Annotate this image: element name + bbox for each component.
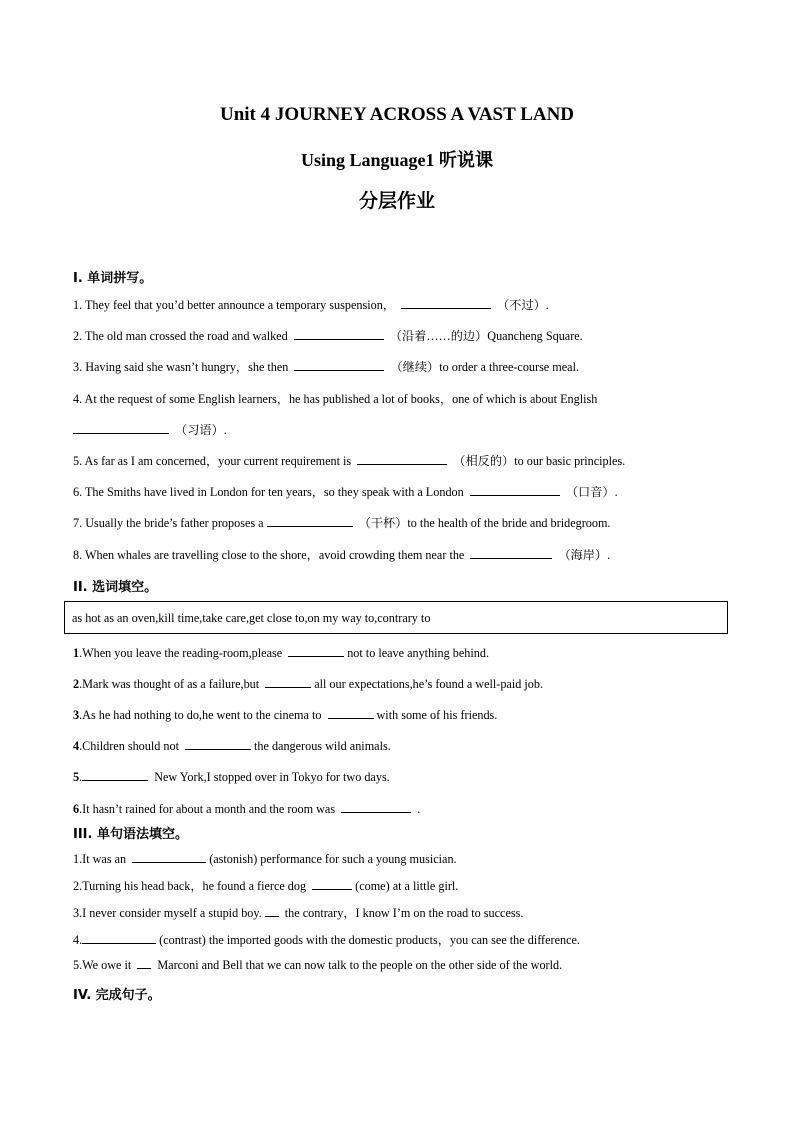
section1-item-5: 5. As far as I am concerned，your current requirement is （相反的）to our basic principles. bbox=[73, 454, 626, 468]
section3-item-4: 4. (contrast) the imported goods with the domestic products，you can see the difference. bbox=[73, 933, 580, 947]
section2-item-5: 5. New York,I stopped over in Tokyo for two days. bbox=[73, 770, 390, 784]
unit-title: Unit 4 JOURNEY ACROSS A VAST LAND bbox=[219, 104, 575, 125]
section1-item-3: 3. Having said she wasn’t hungry，she then （继续）to order a three-course meal. bbox=[73, 360, 579, 374]
answer-blank[interactable] bbox=[288, 645, 344, 657]
section1-item-4: 4. At the request of some English learners，he has published a lot of books，one of which is about English bbox=[73, 392, 598, 406]
section3-item-2: 2.Turning his head back，he found a fierce dog (come) at a little girl. bbox=[73, 879, 459, 893]
answer-blank[interactable] bbox=[328, 707, 374, 719]
section2-item-6: 6.It hasn’t rained for about a month and the room was . bbox=[73, 802, 421, 816]
section3-item-3: 3.I never consider myself a stupid boy. the contrary，I know I’m on the road to success. bbox=[73, 906, 524, 920]
section2-item-1: 1.When you leave the reading-room,please not to leave anything behind. bbox=[73, 646, 490, 660]
answer-blank[interactable] bbox=[185, 738, 251, 750]
section3-heading: III. 单句语法填空。 bbox=[73, 827, 188, 842]
section2-item-4: 4.Children should not the dangerous wild animals. bbox=[73, 739, 391, 753]
lesson-title: Using Language1 听说课 bbox=[300, 150, 494, 170]
answer-blank[interactable] bbox=[132, 851, 206, 863]
word-bank-box: as hot as an oven,kill time,take care,get close to,on my way to,contrary to bbox=[64, 601, 728, 634]
answer-blank[interactable] bbox=[294, 328, 384, 340]
section1-item-4-continued: （习语）. bbox=[73, 421, 227, 438]
answer-blank[interactable] bbox=[82, 932, 156, 944]
answer-blank[interactable] bbox=[267, 515, 353, 527]
answer-blank[interactable] bbox=[265, 905, 279, 917]
answer-blank[interactable] bbox=[82, 769, 148, 781]
answer-blank[interactable] bbox=[470, 484, 560, 496]
answer-blank[interactable] bbox=[73, 422, 169, 434]
section1-heading: Ⅰ. 单词拼写。 bbox=[73, 271, 153, 286]
answer-blank[interactable] bbox=[401, 297, 491, 309]
section3-item-5: 5.We owe it Marconi and Bell that we can now talk to the people on the other side of the world. bbox=[73, 958, 563, 972]
section2-item-2: 2.Mark was thought of as a failure,but all our expectations,he’s found a well-paid job. bbox=[73, 677, 543, 691]
section2-item-3: 3.As he had nothing to do,he went to the cinema to with some of his friends. bbox=[73, 708, 498, 722]
section4-heading: IV. 完成句子。 bbox=[73, 988, 161, 1003]
answer-blank[interactable] bbox=[312, 878, 352, 890]
homework-title: 分层作业 bbox=[358, 191, 435, 212]
section1-item-1: 1. They feel that you’d better announce a temporary suspension， （不过）. bbox=[73, 298, 549, 312]
section1-item-6: 6. The Smiths have lived in London for ten years，so they speak with a London （口音）. bbox=[73, 485, 618, 499]
section1-item-8: 8. When whales are travelling close to the shore，avoid crowding them near the （海岸）. bbox=[73, 548, 611, 562]
section2-heading: II. 选词填空。 bbox=[73, 580, 158, 595]
answer-blank[interactable] bbox=[357, 453, 447, 465]
section1-item-2: 2. The old man crossed the road and walked （沿着……的边）Quancheng Square. bbox=[73, 329, 583, 343]
answer-blank[interactable] bbox=[137, 957, 151, 969]
answer-blank[interactable] bbox=[470, 547, 552, 559]
answer-blank[interactable] bbox=[294, 359, 384, 371]
section3-item-1: 1.It was an (astonish) performance for such a young musician. bbox=[73, 852, 457, 866]
section1-item-7: 7. Usually the bride’s father proposes a （干杯）to the health of the bride and bridegroom. bbox=[73, 516, 611, 530]
answer-blank[interactable] bbox=[341, 801, 411, 813]
answer-blank[interactable] bbox=[265, 676, 311, 688]
